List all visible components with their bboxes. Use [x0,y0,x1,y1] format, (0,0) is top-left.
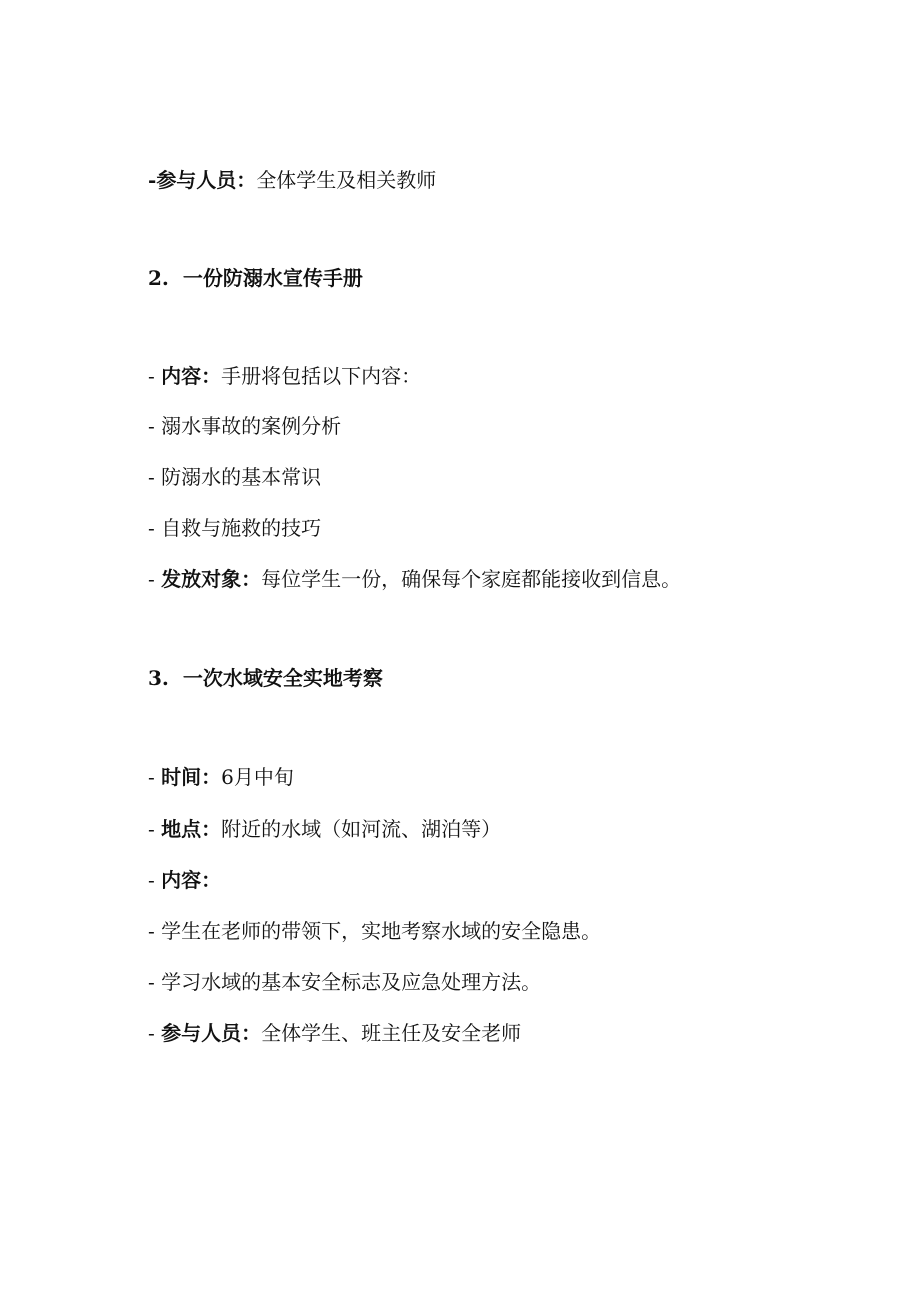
location-label: 地点： [161,817,222,841]
list-item [148,463,321,491]
bullet-dash: - [148,1021,162,1045]
participants-label: 参与人员： [156,168,257,192]
list-item [148,514,321,542]
participants-label: 参与人员： [161,1021,262,1045]
bullet-dash: - [148,364,162,388]
list-item [148,917,601,945]
content-line [148,866,221,894]
participants-line [148,1019,521,1047]
distribution-line [148,565,681,593]
content-label: 内容： [161,868,222,892]
bullet-dash: - [148,168,157,192]
bullet-dash: - [148,465,162,489]
participants-line [148,166,436,194]
distribution-text: 每位学生一份，确保每个家庭都能接收到信息。 [261,567,682,591]
section-number: 2. [148,266,169,290]
bullet-dash: - [148,868,162,892]
list-item [148,968,541,996]
time-line [148,763,294,791]
section-title: 一次水域安全实地考察 [182,666,383,690]
list-item-text: 学生在老师的带领下，实地考察水域的安全隐患。 [161,919,602,943]
location-text: 附近的水域（如河流、湖泊等） [221,817,502,841]
section-title: 一份防溺水宣传手册 [182,266,363,290]
list-item-text: 学习水域的基本安全标志及应急处理方法。 [161,970,542,994]
list-item-text: 防溺水的基本常识 [161,465,322,489]
time-text: 6月中旬 [221,765,294,789]
section-heading-3 [148,664,383,692]
bullet-dash: - [148,817,162,841]
content-label: 内容： [161,364,222,388]
section-number: 3. [148,666,169,690]
bullet-dash: - [148,919,162,943]
list-item-text: 溺水事故的案例分析 [161,414,342,438]
content-text: 手册将包括以下内容： [221,364,422,388]
participants-text: 全体学生、班主任及安全老师 [261,1021,522,1045]
bullet-dash: - [148,567,162,591]
section-heading-2 [148,264,363,292]
bullet-dash: - [148,414,162,438]
content-line [148,362,421,390]
list-item [148,412,341,440]
participants-text: 全体学生及相关教师 [256,168,437,192]
distribution-label: 发放对象： [161,567,262,591]
location-line [148,815,501,843]
time-label: 时间： [161,765,222,789]
bullet-dash: - [148,516,162,540]
list-item-text: 自救与施救的技巧 [161,516,322,540]
bullet-dash: - [148,970,162,994]
bullet-dash: - [148,765,162,789]
